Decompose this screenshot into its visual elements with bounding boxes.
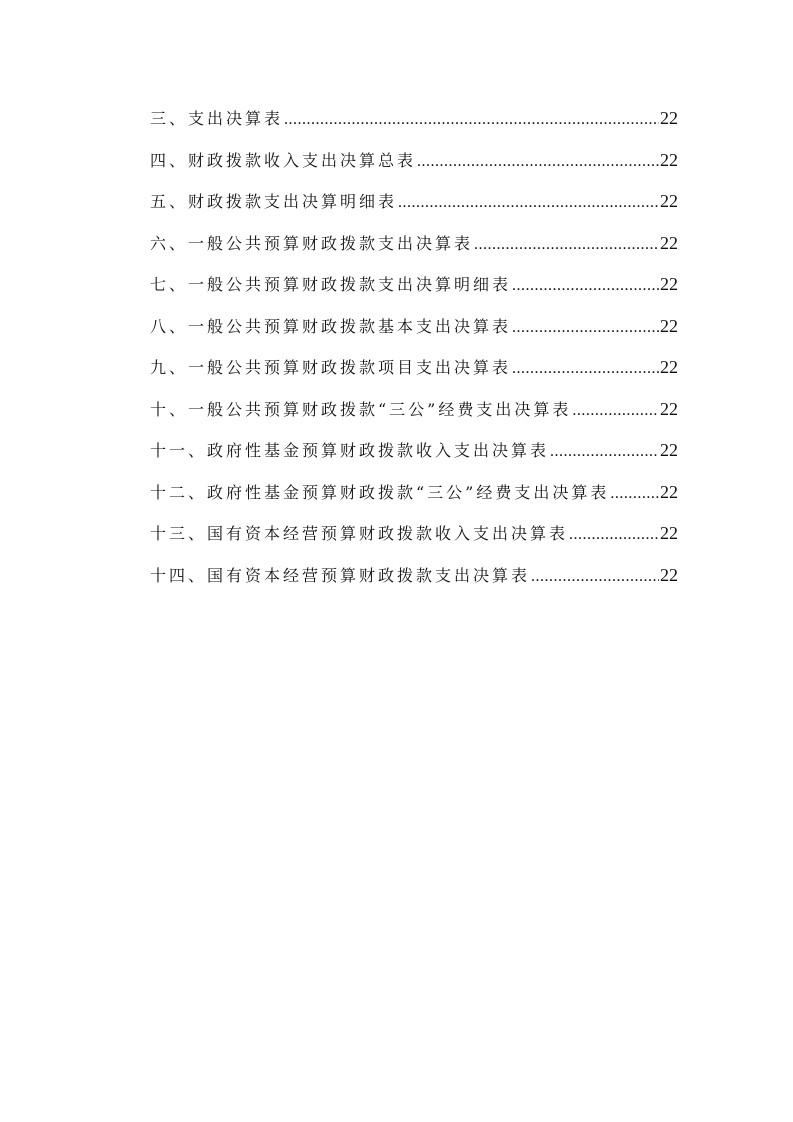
toc-dot-leader [610, 479, 659, 509]
toc-entry[interactable] [150, 560, 678, 590]
toc-page-number: 22 [660, 149, 678, 170]
toc-page-number: 22 [660, 274, 678, 294]
toc-page-number: 22 [660, 440, 678, 460]
toc-dot-leader [512, 313, 659, 343]
toc-page-number: 22 [660, 564, 678, 585]
toc-entry[interactable] [150, 145, 678, 175]
toc-entry[interactable] [150, 269, 678, 299]
toc-entry[interactable] [150, 186, 678, 216]
toc-dot-leader [572, 396, 659, 426]
toc-page-number: 22 [660, 315, 678, 336]
toc-entry[interactable] [150, 228, 678, 258]
toc-dot-leader [398, 188, 659, 218]
toc-entry-title: 五、财政拨款支出决算明细表 [150, 192, 398, 211]
toc-entry-title: 十、一般公共预算财政拨款“三公”经费支出决算表 [150, 399, 572, 419]
toc-entry[interactable] [150, 352, 678, 382]
toc-entry[interactable] [150, 435, 678, 465]
toc-entry[interactable] [150, 103, 678, 133]
toc-dot-leader [512, 271, 659, 301]
toc-entry[interactable] [150, 518, 678, 548]
toc-entry-title: 八、一般公共预算财政拨款基本支出决算表 [150, 316, 512, 336]
toc-page-number: 22 [660, 232, 678, 253]
toc-page-number: 22 [660, 108, 678, 128]
toc-dot-leader [474, 230, 659, 260]
toc-entry-title: 十一、政府性基金预算财政拨款收入支出决算表 [150, 441, 550, 460]
toc-page-number: 22 [660, 191, 678, 211]
toc-entry-title: 七、一般公共预算财政拨款支出决算明细表 [150, 275, 512, 294]
toc-entry-title: 十三、国有资本经营预算财政拨款收入支出决算表 [150, 524, 569, 543]
toc-entry[interactable] [150, 394, 678, 424]
toc-entry-title: 九、一般公共预算财政拨款项目支出决算表 [150, 358, 512, 377]
toc-page-number: 22 [660, 357, 678, 377]
table-of-contents [150, 103, 678, 601]
toc-dot-leader [417, 147, 659, 177]
toc-dot-leader [531, 562, 659, 592]
toc-entry-title: 三、支出决算表 [150, 109, 284, 128]
toc-entry-title: 十四、国有资本经营预算财政拨款支出决算表 [150, 565, 531, 585]
toc-dot-leader [569, 520, 659, 550]
toc-entry-title: 四、财政拨款收入支出决算总表 [150, 150, 417, 170]
toc-entry[interactable] [150, 477, 678, 507]
toc-page-number: 22 [660, 481, 678, 502]
toc-page-number: 22 [660, 398, 678, 419]
toc-dot-leader [284, 105, 659, 135]
toc-entry[interactable] [150, 311, 678, 341]
toc-dot-leader [550, 437, 659, 467]
toc-entry-title: 六、一般公共预算财政拨款支出决算表 [150, 233, 474, 253]
toc-dot-leader [512, 354, 659, 384]
toc-page-number: 22 [660, 523, 678, 543]
toc-entry-title: 十二、政府性基金预算财政拨款“三公”经费支出决算表 [150, 482, 610, 502]
